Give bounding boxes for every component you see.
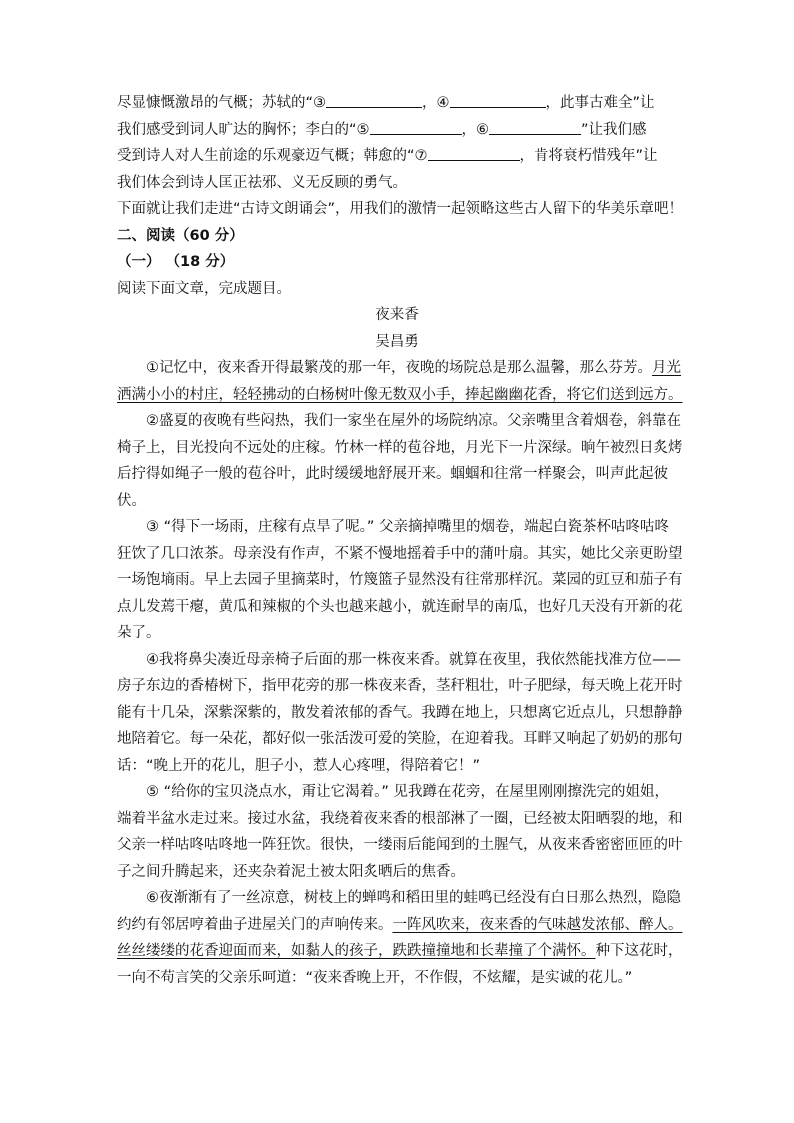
- p6-line: 一向不苟言笑的父亲乐呵道：“夜来香晚上开，不作假，不炫耀，是实诚的花儿。”: [117, 969, 633, 986]
- section-title: 二、阅读（60 分）: [117, 227, 244, 244]
- p5-line: 端着半盆水走过来。接过水盆，我绕着夜来香的根部淋了一圈，已经被太阳晒裂的地，和: [117, 810, 683, 827]
- p4-line: ④我将鼻尖凑近母亲椅子后面的那一株夜来香。就算在夜里，我依然能找准方位——: [146, 651, 681, 668]
- p2-line: 后拧得如绳子一般的苞谷叶，此时缓缓地舒展开来。蝈蝈和往常一样聚会，叫声此起彼: [117, 466, 668, 482]
- p1-line: ①记忆中，夜来香开得最繁茂的那一年，夜晚的场院总是那么温馨，那么芬芳。月光: [146, 360, 681, 376]
- section-instruction: 阅读下面文章，完成题目。: [117, 280, 291, 297]
- p3-line: 狂饮了几口浓茶。母亲没有作声，不紧不慢地摇着手中的蒲叶扇。其实，她比父亲更盼望: [117, 545, 683, 562]
- answer-blank-6[interactable]: [489, 120, 581, 135]
- article-title: 夜来香: [375, 307, 419, 323]
- p6-line: 丝丝缕缕的花香迎面而来，如黏人的孩子，跌跌撞撞地和长辈撞了个满怀。种下这花时，: [117, 943, 683, 959]
- answer-blank-7[interactable]: [428, 146, 520, 161]
- article-author: 吴昌勇: [375, 333, 419, 350]
- p3-line: ③ “得下一场雨，庄稼有点旱了呢。” 父亲摘掉嘴里的烟卷，端起白瓷茶杯咕咚咕咚: [146, 519, 669, 535]
- document-page: [117, 90, 684, 991]
- p4-line: 能有十几朵，深紫深紫的，散发着浓郁的香气。我蹲在地上，只想离它近点儿，只想静静: [117, 704, 683, 721]
- p4-line: 房子东边的香椿树下，指甲花旁的那一株夜来香，茎秆粗壮，叶子肥绿，每天晚上花开时: [117, 678, 683, 694]
- intro-line-1: 尽显慷慨激昂的气概；苏轼的“③ ，④ ，此事古难全”让: [117, 95, 655, 111]
- p2-line: 椅子上，目光投向不远处的庄稼。竹林一样的苞谷地，月光下一片深绿。晌午被烈日炙烤: [117, 439, 683, 456]
- p5-line: 父亲一样咕咚咕咚地一阵狂饮。很快，一缕雨后能闻到的土腥气，从夜来香密密匝匝的叶: [117, 837, 683, 853]
- intro-line-4: 我们体会到诗人匡正祛邪、义无反顾的勇气。: [117, 174, 407, 191]
- answer-blank-4[interactable]: [450, 93, 546, 108]
- p6-line: ⑥夜渐渐有了一丝凉意，树枝上的蝉鸣和稻田里的蛙鸣已经没有白日那么热烈，隐隐: [146, 890, 681, 906]
- intro-line-3: 受到诗人对人生前途的乐观豪迈气概；韩愈的“⑦ ，肯将衰朽惜残年”让: [117, 148, 658, 164]
- p4-line: 地陪着它。每一朵花，都好似一张活泼可爱的笑脸，在迎着我。耳畔又响起了奶奶的那句: [117, 731, 683, 747]
- p6-line: 约约有邻居哼着曲子进屋关门的声响传来。一阵风吹来，夜来香的气味越发浓郁、醉人。: [117, 916, 683, 933]
- p4-line: 话：“晚上开的花儿，胆子小，惹人心疼哩，得陪着它！”: [117, 757, 481, 774]
- p3-line: 点儿发蔫干瘪，黄瓜和辣椒的个头也越来越小，就连耐旱的南瓜，也好几天没有开新的花: [117, 598, 683, 615]
- p5-line: 子之间升腾起来，还夹杂着泥土被太阳炙晒后的焦香。: [117, 863, 465, 880]
- p2-line: ②盛夏的夜晚有些闷热，我们一家坐在屋外的场院纳凉。父亲嘴里含着烟卷，斜靠在: [146, 413, 681, 429]
- p3-line: 朵了。: [117, 625, 161, 641]
- p5-line: ⑤ “给你的宝贝浇点水，甭让它渴着。” 见我蹲在花旁，在屋里刚刚擦洗完的姐姐，: [146, 784, 669, 800]
- p3-line: 一场饱墒雨。早上去园子里摘菜时，竹篾篮子显然没有往常那样沉。菜园的豇豆和茄子有: [117, 572, 683, 588]
- section-subtitle: （一） （18 分）: [117, 254, 235, 270]
- answer-blank-3[interactable]: [326, 93, 422, 108]
- p1-line: 洒满小小的村庄，轻轻拂动的白杨树叶像无数双小手，捧起幽幽花香，将它们送到远方。: [117, 386, 683, 403]
- intro-line-5: 下面就让我们走进“古诗文朗诵会”，用我们的激情一起领略这些古人留下的华美乐章吧！: [117, 201, 684, 217]
- intro-line-2: 我们感受到词人旷达的胸怀；李白的“⑤ ，⑥ ”让我们感: [117, 121, 647, 138]
- answer-blank-5[interactable]: [370, 120, 462, 135]
- p2-line: 伏。: [117, 492, 146, 509]
